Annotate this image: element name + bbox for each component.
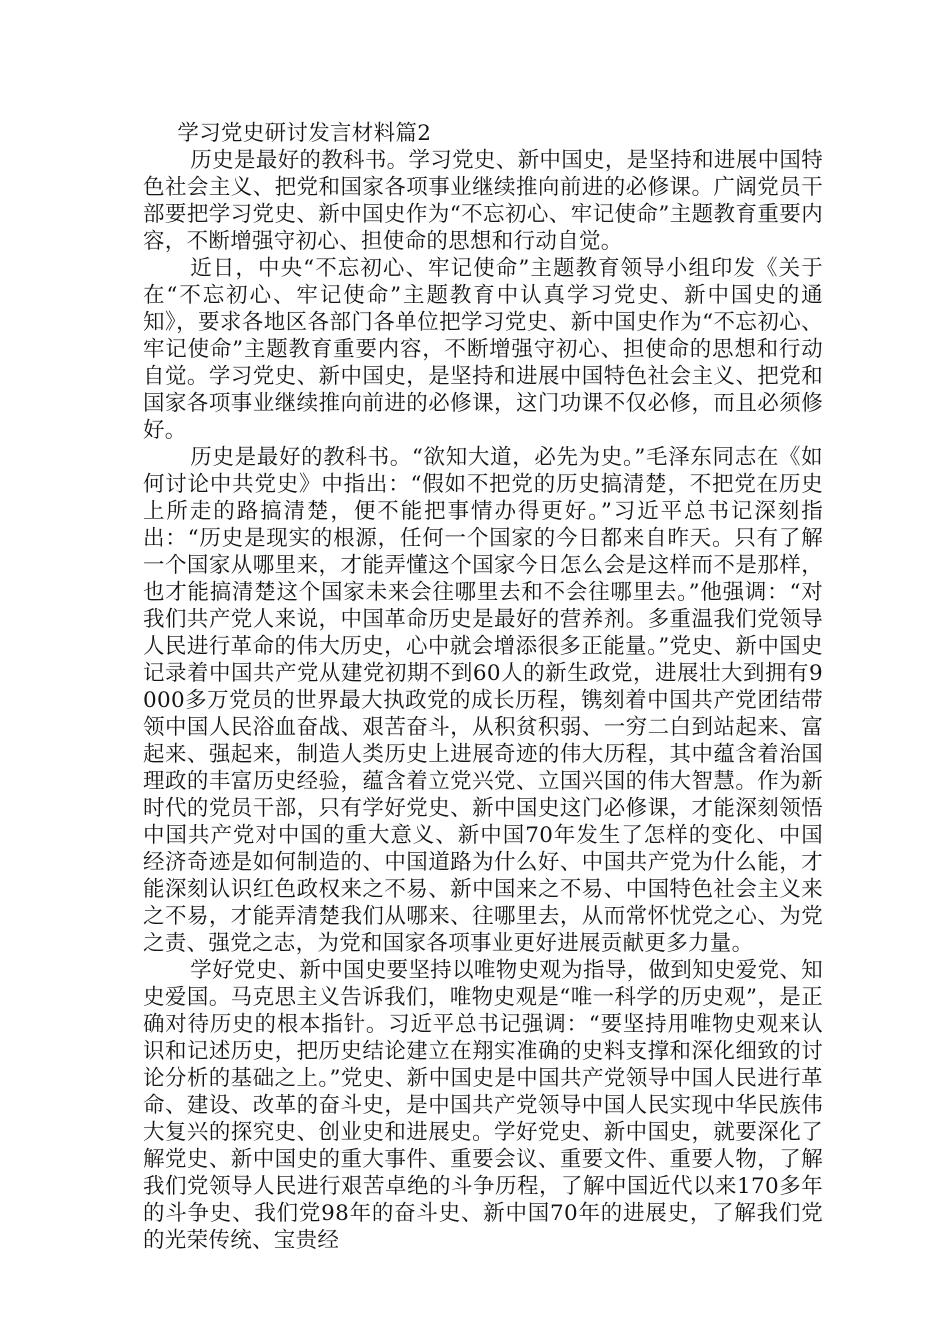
paragraph-3: 历史是最好的教科书。“欲知大道，必先为史。”毛泽东同志在《如何讨论中共党史》中指出：“假如不把党的历史搞清楚，不把党在历史上所走的路搞清楚，便不能把事情办得更好。”习近平总书记深刻指出：“历史是现实的根源，任何一个国家的今日都来自昨天。只有了解一个国家从哪里来，才能弄懂这个国家今日怎么会是这样而不是那样，也才能搞清楚这个国家未来会往哪里去和不会往哪里去。”他强调：“对我们共产党人来说，中国革命历史是最好的营养剂。多重温我们党领导人民进行革命的伟大历史，心中就会增添很多正能量。”党史、新中国史记录着中国共产党从建党初期不到60人的新生政党，进展壮大到拥有9000多万党员的世界最大执政党的成长历程，镌刻着中国共产党团结带领中国人民浴血奋战、艰苦奋斗，从积贫积弱、一穷二白到站起来、富起来、强起来，制造人类历史上进展奇迹的伟大历程，其中蕴含着治国理政的丰富历史经验，蕴含着立党兴党、立国兴国的伟大智慧。作为新时代的党员干部，只有学好党史、新中国史这门必修课，才能深刻领悟中国共产党对中国的重大意义、新中国70年发生了怎样的变化、中国经济奇迹是如何制造的、中国道路为什么好、中国共产党为什么能，才能深刻认识红色政权来之不易、新中国来之不易、中国特色社会主义来之不易，才能弄清楚我们从哪来、往哪里去，从而常怀忧党之心、为党之责、强党之志，为党和国家各项事业更好进展贡献更多力量。 bbox=[143, 445, 823, 956]
document-heading: 学习党史研讨发言材料篇2 bbox=[177, 121, 432, 146]
document-body bbox=[143, 120, 823, 1254]
paragraph-2: 近日，中央“不忘初心、牢记使命”主题教育领导小组印发《关于在“不忘初心、牢记使命”主题教育中认真学习党史、新中国史的通知》，要求各地区各部门各单位把学习党史、新中国史作为“不忘初心、牢记使命”主题教育重要内容，不断增强守初心、担使命的思想和行动自觉。学习党史、新中国史，是坚持和进展中国特色社会主义、把党和国家各项事业继续推向前进的必修课，这门功课不仅必修，而且必须修好。 bbox=[143, 256, 823, 443]
paragraph-4: 学好党史、新中国史要坚持以唯物史观为指导，做到知史爱党、知史爱国。马克思主义告诉我们，唯物史观是“唯一科学的历史观”，是正确对待历史的根本指针。习近平总书记强调：“要坚持用唯物史观来认识和记述历史，把历史结论建立在翔实准确的史料支撑和深化细致的讨论分析的基础之上。”党史、新中国史是中国共产党领导中国人民进行革命、建设、改革的奋斗史，是中国共产党领导中国人民实现中华民族伟大复兴的探究史、创业史和进展史。学好党史、新中国史，就要深化了解党史、新中国史的重大事件、重要会议、重要文件、重要人物，了解我们党领导人民进行艰苦卓绝的斗争历程，了解中国近代以来170多年的斗争史、我们党98年的奋斗史、新中国70年的进展史，了解我们党的光荣传统、宝贵经 bbox=[143, 958, 823, 1253]
paragraph-1: 历史是最好的教科书。学习党史、新中国史，是坚持和进展中国特色社会主义、把党和国家各项事业继续推向前进的必修课。广阔党员干部要把学习党史、新中国史作为“不忘初心、牢记使命”主题教育重要内容，不断增强守初心、担使命的思想和行动自觉。 bbox=[143, 148, 823, 254]
